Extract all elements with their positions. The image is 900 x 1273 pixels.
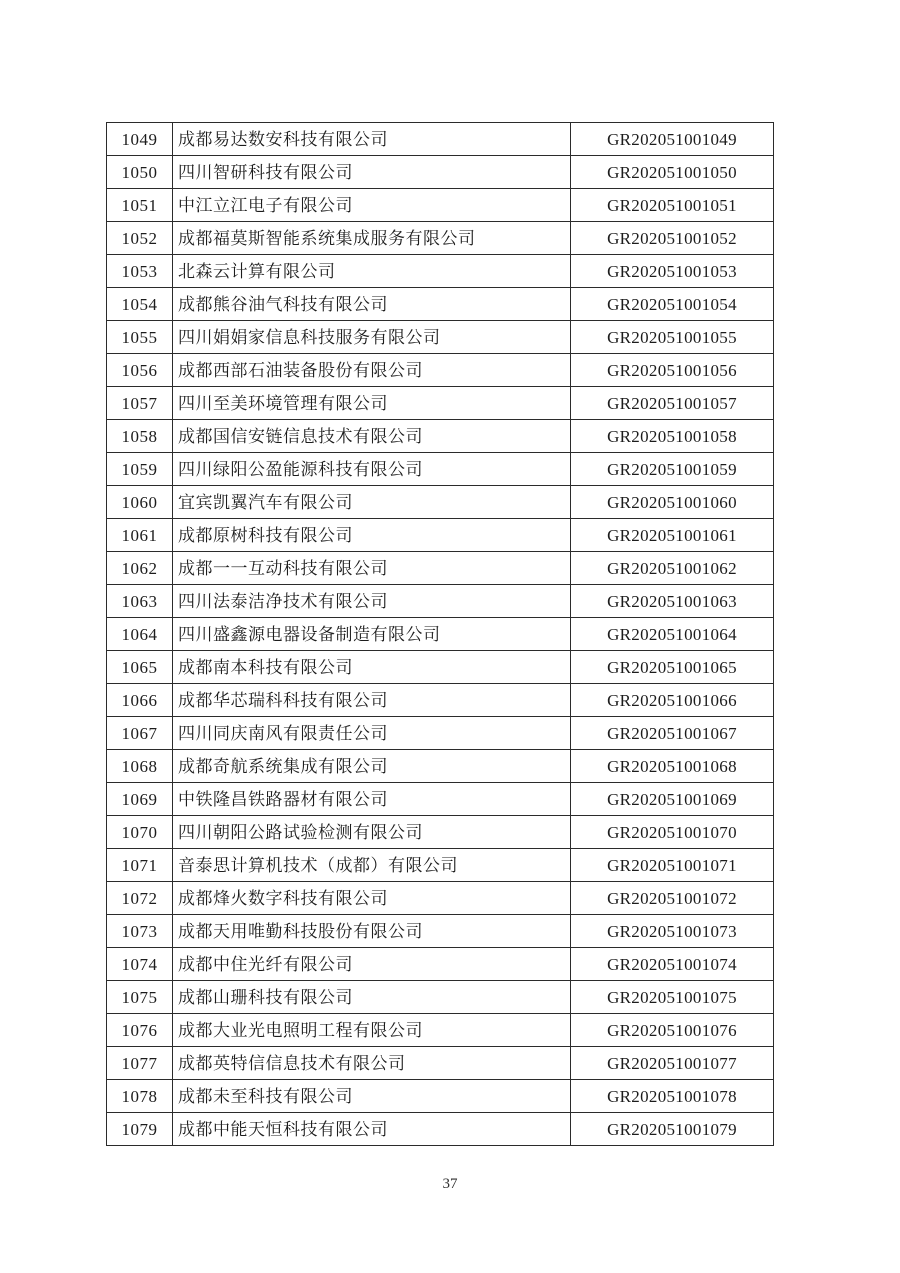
- row-serial-number: 1070: [107, 816, 173, 849]
- table-row: [107, 651, 774, 684]
- row-serial-number: 1053: [107, 255, 173, 288]
- company-name-cell: 成都中能天恒科技有限公司: [173, 1113, 571, 1146]
- gr-code-cell: GR202051001069: [571, 783, 774, 816]
- company-name-cell: 音泰思计算机技术（成都）有限公司: [173, 849, 571, 882]
- company-name-cell: 四川至美环境管理有限公司: [173, 387, 571, 420]
- company-name-cell: 成都华芯瑞科科技有限公司: [173, 684, 571, 717]
- gr-code-cell: GR202051001071: [571, 849, 774, 882]
- company-name-cell: 成都熊谷油气科技有限公司: [173, 288, 571, 321]
- row-serial-number: 1077: [107, 1047, 173, 1080]
- row-serial-number: 1061: [107, 519, 173, 552]
- row-serial-number: 1055: [107, 321, 173, 354]
- table-row: [107, 387, 774, 420]
- row-serial-number: 1073: [107, 915, 173, 948]
- gr-code-cell: GR202051001078: [571, 1080, 774, 1113]
- table-row: [107, 552, 774, 585]
- table-row: [107, 816, 774, 849]
- gr-code-cell: GR202051001076: [571, 1014, 774, 1047]
- row-serial-number: 1079: [107, 1113, 173, 1146]
- gr-code-cell: GR202051001051: [571, 189, 774, 222]
- table-row: [107, 1047, 774, 1080]
- page-number: 37: [442, 1176, 458, 1192]
- company-name-cell: 成都福莫斯智能系统集成服务有限公司: [173, 222, 571, 255]
- row-serial-number: 1050: [107, 156, 173, 189]
- table-row: [107, 354, 774, 387]
- table-row: [107, 717, 774, 750]
- row-serial-number: 1058: [107, 420, 173, 453]
- row-serial-number: 1075: [107, 981, 173, 1014]
- company-name-cell: 四川法泰洁净技术有限公司: [173, 585, 571, 618]
- gr-code-cell: GR202051001058: [571, 420, 774, 453]
- company-name-cell: 成都一一互动科技有限公司: [173, 552, 571, 585]
- row-serial-number: 1074: [107, 948, 173, 981]
- row-serial-number: 1049: [107, 123, 173, 156]
- table-row: [107, 684, 774, 717]
- row-serial-number: 1052: [107, 222, 173, 255]
- gr-code-cell: GR202051001057: [571, 387, 774, 420]
- row-serial-number: 1078: [107, 1080, 173, 1113]
- table-row: [107, 288, 774, 321]
- table-row: [107, 189, 774, 222]
- company-name-cell: 成都南本科技有限公司: [173, 651, 571, 684]
- table-row: [107, 321, 774, 354]
- company-name-cell: 中江立江电子有限公司: [173, 189, 571, 222]
- table-row: [107, 849, 774, 882]
- row-serial-number: 1072: [107, 882, 173, 915]
- gr-code-cell: GR202051001061: [571, 519, 774, 552]
- company-name-cell: 四川同庆南风有限责任公司: [173, 717, 571, 750]
- row-serial-number: 1067: [107, 717, 173, 750]
- table-row: [107, 453, 774, 486]
- company-registry-table: [106, 122, 774, 1146]
- table-row: [107, 750, 774, 783]
- row-serial-number: 1068: [107, 750, 173, 783]
- gr-code-cell: GR202051001066: [571, 684, 774, 717]
- row-serial-number: 1066: [107, 684, 173, 717]
- gr-code-cell: GR202051001050: [571, 156, 774, 189]
- registry-table-body: [107, 123, 774, 1146]
- company-name-cell: 成都天用唯勤科技股份有限公司: [173, 915, 571, 948]
- gr-code-cell: GR202051001055: [571, 321, 774, 354]
- company-name-cell: 成都英特信信息技术有限公司: [173, 1047, 571, 1080]
- gr-code-cell: GR202051001060: [571, 486, 774, 519]
- gr-code-cell: GR202051001075: [571, 981, 774, 1014]
- gr-code-cell: GR202051001053: [571, 255, 774, 288]
- gr-code-cell: GR202051001067: [571, 717, 774, 750]
- table-row: [107, 585, 774, 618]
- company-name-cell: 中铁隆昌铁路器材有限公司: [173, 783, 571, 816]
- table-row: [107, 915, 774, 948]
- company-name-cell: 宜宾凯翼汽车有限公司: [173, 486, 571, 519]
- table-row: [107, 981, 774, 1014]
- company-name-cell: 成都中住光纤有限公司: [173, 948, 571, 981]
- gr-code-cell: GR202051001079: [571, 1113, 774, 1146]
- company-name-cell: 四川娟娟家信息科技服务有限公司: [173, 321, 571, 354]
- gr-code-cell: GR202051001077: [571, 1047, 774, 1080]
- gr-code-cell: GR202051001056: [571, 354, 774, 387]
- row-serial-number: 1059: [107, 453, 173, 486]
- company-name-cell: 成都国信安链信息技术有限公司: [173, 420, 571, 453]
- company-name-cell: 成都易达数安科技有限公司: [173, 123, 571, 156]
- table-row: [107, 948, 774, 981]
- gr-code-cell: GR202051001054: [571, 288, 774, 321]
- row-serial-number: 1060: [107, 486, 173, 519]
- table-row: [107, 1080, 774, 1113]
- table-row: [107, 222, 774, 255]
- row-serial-number: 1063: [107, 585, 173, 618]
- company-name-cell: 成都奇航系统集成有限公司: [173, 750, 571, 783]
- row-serial-number: 1069: [107, 783, 173, 816]
- gr-code-cell: GR202051001052: [571, 222, 774, 255]
- table-row: [107, 156, 774, 189]
- row-serial-number: 1056: [107, 354, 173, 387]
- row-serial-number: 1064: [107, 618, 173, 651]
- row-serial-number: 1057: [107, 387, 173, 420]
- company-name-cell: 成都烽火数字科技有限公司: [173, 882, 571, 915]
- table-row: [107, 420, 774, 453]
- company-name-cell: 四川盛鑫源电器设备制造有限公司: [173, 618, 571, 651]
- company-name-cell: 四川朝阳公路试验检测有限公司: [173, 816, 571, 849]
- company-name-cell: 成都未至科技有限公司: [173, 1080, 571, 1113]
- gr-code-cell: GR202051001063: [571, 585, 774, 618]
- gr-code-cell: GR202051001059: [571, 453, 774, 486]
- table-row: [107, 255, 774, 288]
- company-name-cell: 成都原树科技有限公司: [173, 519, 571, 552]
- company-name-cell: 成都西部石油装备股份有限公司: [173, 354, 571, 387]
- row-serial-number: 1076: [107, 1014, 173, 1047]
- table-row: [107, 618, 774, 651]
- gr-code-cell: GR202051001070: [571, 816, 774, 849]
- gr-code-cell: GR202051001073: [571, 915, 774, 948]
- row-serial-number: 1051: [107, 189, 173, 222]
- row-serial-number: 1065: [107, 651, 173, 684]
- gr-code-cell: GR202051001065: [571, 651, 774, 684]
- table-row: [107, 1113, 774, 1146]
- gr-code-cell: GR202051001062: [571, 552, 774, 585]
- row-serial-number: 1071: [107, 849, 173, 882]
- company-name-cell: 四川绿阳公盈能源科技有限公司: [173, 453, 571, 486]
- row-serial-number: 1062: [107, 552, 173, 585]
- company-name-cell: 成都大业光电照明工程有限公司: [173, 1014, 571, 1047]
- gr-code-cell: GR202051001049: [571, 123, 774, 156]
- gr-code-cell: GR202051001064: [571, 618, 774, 651]
- table-row: [107, 123, 774, 156]
- company-name-cell: 北森云计算有限公司: [173, 255, 571, 288]
- row-serial-number: 1054: [107, 288, 173, 321]
- company-name-cell: 成都山珊科技有限公司: [173, 981, 571, 1014]
- gr-code-cell: GR202051001074: [571, 948, 774, 981]
- table-row: [107, 783, 774, 816]
- table-row: [107, 519, 774, 552]
- gr-code-cell: GR202051001072: [571, 882, 774, 915]
- table-row: [107, 486, 774, 519]
- table-row: [107, 882, 774, 915]
- table-row: [107, 1014, 774, 1047]
- gr-code-cell: GR202051001068: [571, 750, 774, 783]
- company-name-cell: 四川智研科技有限公司: [173, 156, 571, 189]
